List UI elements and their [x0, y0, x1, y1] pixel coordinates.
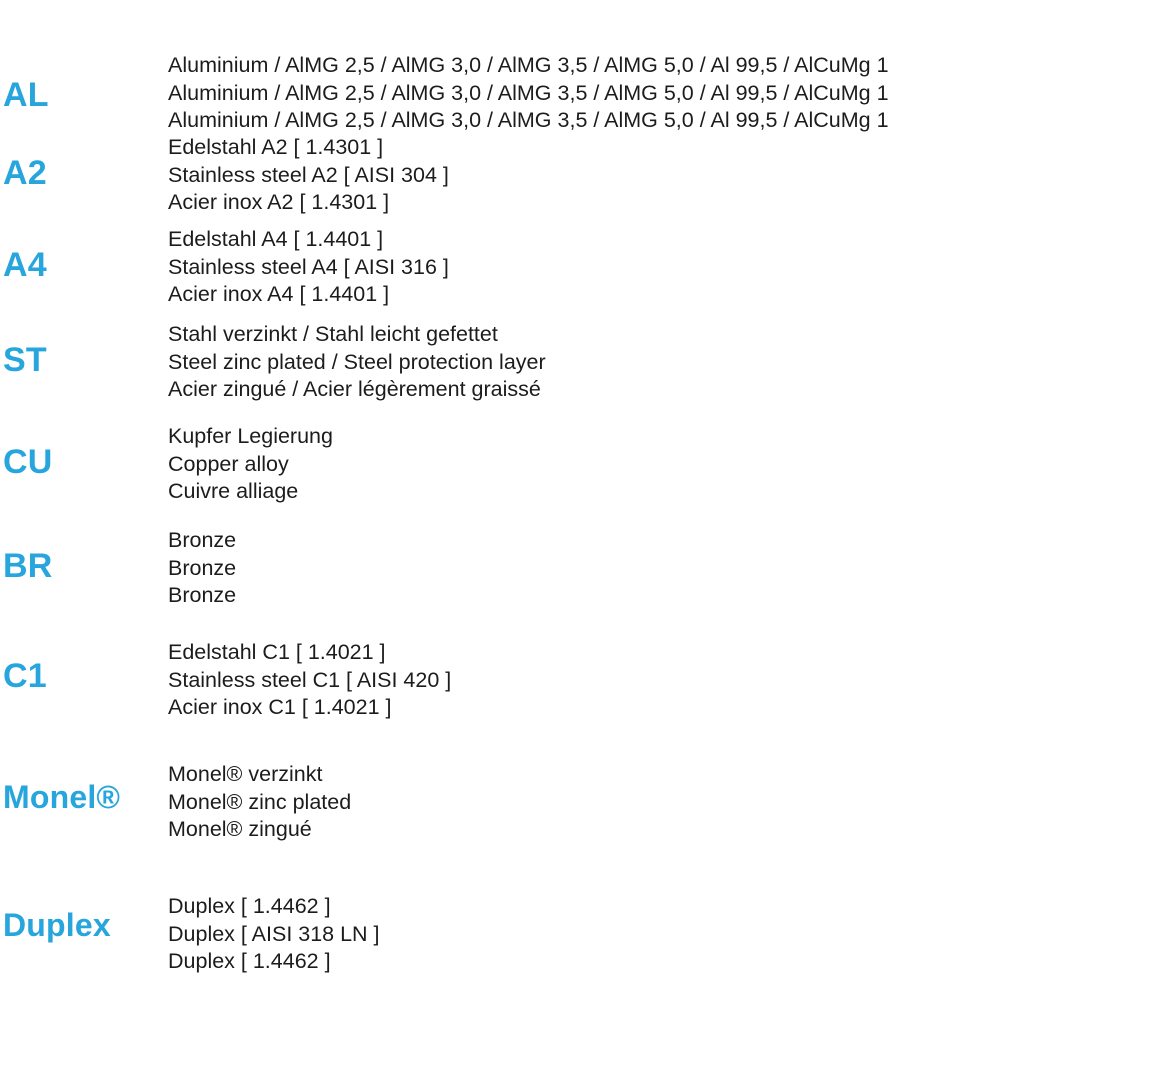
- description-line-de: Aluminium / AlMG 2,5 / AlMG 3,0 / AlMG 3,5 / AlMG 5,0 / Al 99,5 / AlCuMg 1: [168, 53, 889, 77]
- material-code: A4: [3, 246, 47, 284]
- table-row: [0, 625, 1160, 747]
- description-line-en: Stainless steel C1 [ AISI 420 ]: [168, 667, 452, 692]
- description-line-en: Bronze: [168, 555, 237, 580]
- table-row: [0, 132, 1160, 224]
- description-line-fr: Acier zingué / Acier légèrement graissé: [168, 377, 541, 401]
- table-row: [0, 869, 1160, 1011]
- material-descriptions: [168, 50, 1160, 135]
- material-code: AL: [3, 76, 49, 114]
- description-line-fr: Acier inox C1 [ 1.4021 ]: [168, 695, 392, 719]
- material-code: BR: [3, 547, 53, 585]
- description-line-en: Aluminium / AlMG 2,5 / AlMG 3,0 / AlMG 3,5 / AlMG 5,0 / Al 99,5 / AlCuMg 1: [168, 80, 889, 105]
- material-descriptions: [168, 319, 1160, 404]
- description-line-fr: Acier inox A2 [ 1.4301 ]: [168, 190, 390, 214]
- material-descriptions: [168, 525, 1160, 610]
- material-descriptions: [168, 759, 1160, 844]
- description-line-de: Duplex [ 1.4462 ]: [168, 894, 331, 918]
- description-line-fr: Duplex [ 1.4462 ]: [168, 949, 331, 973]
- material-descriptions: [168, 637, 1160, 722]
- description-line-de: Edelstahl A2 [ 1.4301 ]: [168, 135, 384, 159]
- description-line-de: Edelstahl A4 [ 1.4401 ]: [168, 227, 384, 251]
- description-line-en: Stainless steel A2 [ AISI 304 ]: [168, 162, 449, 187]
- description-line-de: Edelstahl C1 [ 1.4021 ]: [168, 640, 386, 664]
- material-code: C1: [3, 657, 47, 695]
- material-code: Duplex: [3, 907, 111, 943]
- material-code: ST: [3, 341, 47, 379]
- material-descriptions: [168, 224, 1160, 309]
- description-line-en: Monel® zinc plated: [168, 789, 352, 814]
- description-line-en: Stainless steel A4 [ AISI 316 ]: [168, 254, 449, 279]
- description-line-de: Kupfer Legierung: [168, 424, 333, 448]
- material-descriptions: [168, 421, 1160, 506]
- description-line-fr: Aluminium / AlMG 2,5 / AlMG 3,0 / AlMG 3,5 / AlMG 5,0 / Al 99,5 / AlCuMg 1: [168, 108, 889, 132]
- description-line-fr: Monel® zingué: [168, 817, 312, 841]
- material-descriptions: [168, 891, 1160, 976]
- description-line-de: Monel® verzinkt: [168, 762, 323, 786]
- table-row: [0, 521, 1160, 625]
- table-row: [0, 0, 1160, 132]
- description-line-fr: Bronze: [168, 583, 237, 607]
- description-line-de: Bronze: [168, 528, 237, 552]
- table-row: [0, 415, 1160, 521]
- material-code: Monel®: [3, 779, 121, 815]
- description-line-de: Stahl verzinkt / Stahl leicht gefettet: [168, 322, 498, 346]
- table-row: [0, 224, 1160, 316]
- description-line-en: Copper alloy: [168, 451, 289, 476]
- table-row: [0, 747, 1160, 869]
- description-line-fr: Acier inox A4 [ 1.4401 ]: [168, 282, 390, 306]
- table-row: [0, 316, 1160, 415]
- material-descriptions: [168, 132, 1160, 217]
- description-line-en: Steel zinc plated / Steel protection layer: [168, 349, 546, 374]
- description-line-en: Duplex [ AISI 318 LN ]: [168, 921, 380, 946]
- material-code: A2: [3, 154, 47, 192]
- material-code: CU: [3, 443, 53, 481]
- description-line-fr: Cuivre alliage: [168, 479, 299, 503]
